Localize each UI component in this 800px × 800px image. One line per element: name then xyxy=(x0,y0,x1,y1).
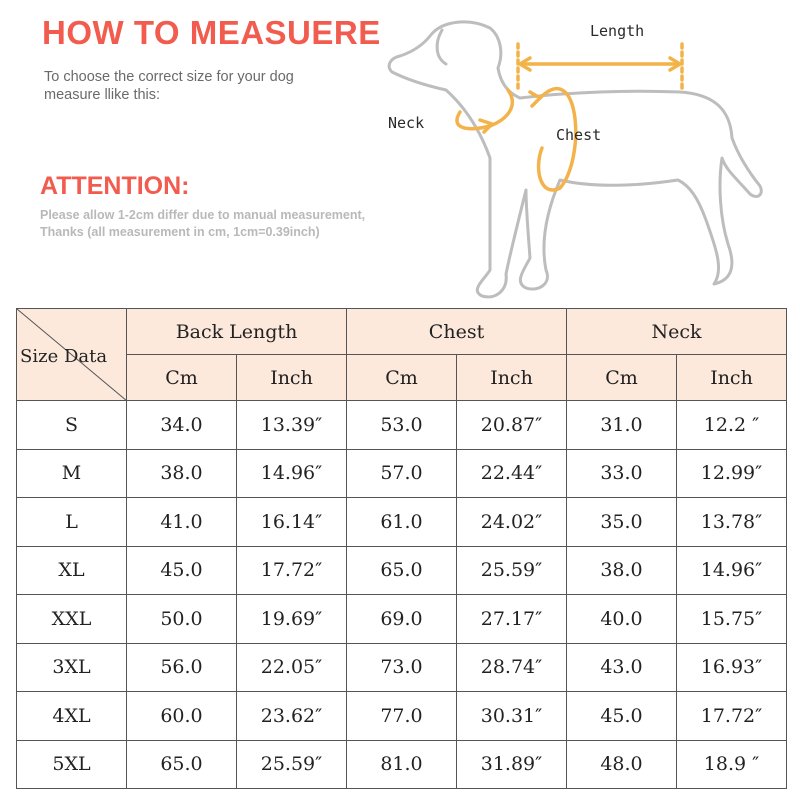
instructions-line-1: To choose the correct size for your dog xyxy=(44,69,294,85)
page-title: HOW TO MEASUERE xyxy=(42,14,381,51)
instructions-line-2: measure llike this: xyxy=(44,87,161,103)
table-row xyxy=(17,692,787,741)
value-cell: 16.93″ xyxy=(677,643,787,692)
value-cell: 22.44″ xyxy=(457,449,567,498)
value-cell: 25.59″ xyxy=(457,546,567,595)
value-cell: 45.0 xyxy=(127,546,237,595)
unit-header: Inch xyxy=(237,355,347,401)
unit-header: Cm xyxy=(347,355,457,401)
table-row xyxy=(17,401,787,450)
corner-header-cell xyxy=(17,309,127,401)
attention-title: ATTENTION: xyxy=(40,172,190,200)
value-cell: 50.0 xyxy=(127,595,237,644)
header-group-row xyxy=(17,309,787,355)
table-row xyxy=(17,546,787,595)
unit-header: Cm xyxy=(567,355,677,401)
value-cell: 57.0 xyxy=(347,449,457,498)
value-cell: 65.0 xyxy=(127,740,237,789)
value-cell: 20.87″ xyxy=(457,401,567,450)
value-cell: 61.0 xyxy=(347,498,457,547)
value-cell: 18.9 ″ xyxy=(677,740,787,789)
value-cell: 53.0 xyxy=(347,401,457,450)
value-cell: 34.0 xyxy=(127,401,237,450)
value-cell: 40.0 xyxy=(567,595,677,644)
corner-label: Size Data xyxy=(20,346,108,367)
chest-arrow-icon xyxy=(530,92,540,106)
value-cell: 14.96″ xyxy=(237,449,347,498)
chest-label: Chest xyxy=(556,126,602,144)
value-cell: 33.0 xyxy=(567,449,677,498)
size-chart-table xyxy=(16,308,787,789)
value-cell: 13.39″ xyxy=(237,401,347,450)
neck-label: Neck xyxy=(388,114,425,132)
size-cell: L xyxy=(17,498,127,547)
size-cell: S xyxy=(17,401,127,450)
value-cell: 35.0 xyxy=(567,498,677,547)
value-cell: 38.0 xyxy=(567,546,677,595)
value-cell: 69.0 xyxy=(347,595,457,644)
value-cell: 24.02″ xyxy=(457,498,567,547)
table-row xyxy=(17,595,787,644)
value-cell: 23.62″ xyxy=(237,692,347,741)
header-unit-row xyxy=(17,355,787,401)
table-row xyxy=(17,643,787,692)
length-label: Length xyxy=(590,22,645,40)
value-cell: 60.0 xyxy=(127,692,237,741)
size-cell: 3XL xyxy=(17,643,127,692)
value-cell: 31.89″ xyxy=(457,740,567,789)
value-cell: 17.72″ xyxy=(677,692,787,741)
table-row xyxy=(17,498,787,547)
unit-header: Cm xyxy=(127,355,237,401)
size-cell: XL xyxy=(17,546,127,595)
value-cell: 41.0 xyxy=(127,498,237,547)
value-cell: 43.0 xyxy=(567,643,677,692)
value-cell: 22.05″ xyxy=(237,643,347,692)
value-cell: 81.0 xyxy=(347,740,457,789)
value-cell: 31.0 xyxy=(567,401,677,450)
unit-header: Inch xyxy=(457,355,567,401)
value-cell: 77.0 xyxy=(347,692,457,741)
value-cell: 30.31″ xyxy=(457,692,567,741)
value-cell: 16.14″ xyxy=(237,498,347,547)
value-cell: 17.72″ xyxy=(237,546,347,595)
value-cell: 56.0 xyxy=(127,643,237,692)
value-cell: 15.75″ xyxy=(677,595,787,644)
value-cell: 14.96″ xyxy=(677,546,787,595)
group-header-back-length: Back Length xyxy=(127,309,347,355)
value-cell: 13.78″ xyxy=(677,498,787,547)
value-cell: 12.99″ xyxy=(677,449,787,498)
value-cell: 65.0 xyxy=(347,546,457,595)
value-cell: 73.0 xyxy=(347,643,457,692)
value-cell: 45.0 xyxy=(567,692,677,741)
attention-line-1: Please allow 1-2cm differ due to manual measurement, xyxy=(40,208,366,222)
table-row xyxy=(17,449,787,498)
dog-measurement-diagram xyxy=(380,8,790,308)
group-header-neck: Neck xyxy=(567,309,787,355)
value-cell: 48.0 xyxy=(567,740,677,789)
value-cell: 19.69″ xyxy=(237,595,347,644)
unit-header: Inch xyxy=(677,355,787,401)
value-cell: 38.0 xyxy=(127,449,237,498)
value-cell: 12.2 ″ xyxy=(677,401,787,450)
value-cell: 27.17″ xyxy=(457,595,567,644)
measure-instructions xyxy=(44,68,294,104)
attention-note xyxy=(40,207,365,241)
attention-line-2: Thanks (all measurement in cm, 1cm=0.39inch) xyxy=(40,225,320,239)
value-cell: 28.74″ xyxy=(457,643,567,692)
value-cell: 25.59″ xyxy=(237,740,347,789)
size-cell: M xyxy=(17,449,127,498)
size-cell: 4XL xyxy=(17,692,127,741)
size-cell: XXL xyxy=(17,595,127,644)
group-header-chest: Chest xyxy=(347,309,567,355)
table-row xyxy=(17,740,787,789)
size-cell: 5XL xyxy=(17,740,127,789)
